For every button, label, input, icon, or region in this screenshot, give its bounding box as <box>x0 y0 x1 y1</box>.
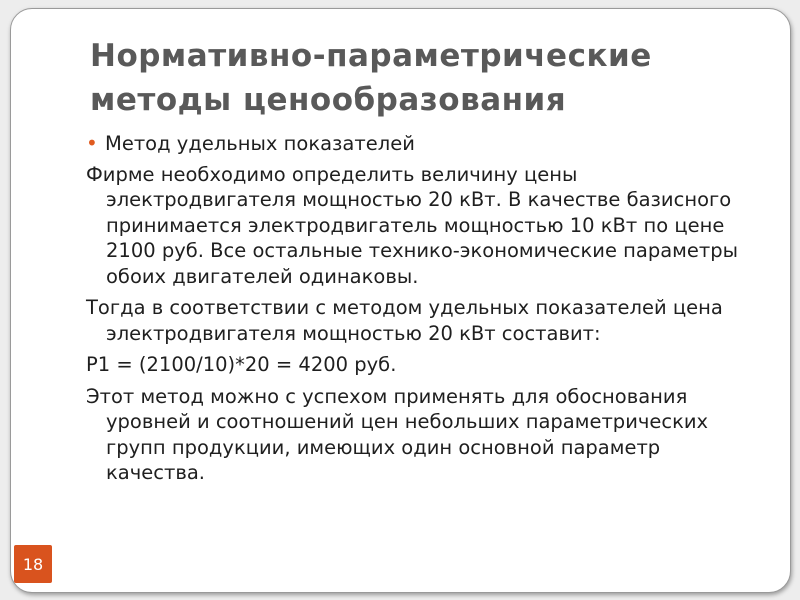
bullet-dot-icon: • <box>86 131 98 155</box>
page-number-badge <box>14 545 52 583</box>
paragraph-method: Тогда в соответствии с методом удельных показателей цена электродвигателя мощностью 20 кВт составит: <box>86 296 723 345</box>
paragraph-formula: Р1 = (2100/10)*20 = 4200 руб. <box>86 353 397 376</box>
slide-body <box>86 131 756 492</box>
paragraph-conclusion: Этот метод можно с успехом применять для обоснования уровней и соотношений цен небольших параметрических групп продукции, имеющих один основной параметр качества. <box>86 384 709 484</box>
bullet-text: Метод удельных показателей <box>105 132 415 155</box>
slide-title <box>90 34 770 122</box>
paragraph-task: Фирме необходимо определить величину цены электродвигателя мощностью 20 кВт. В качестве базисного принимается электродвигатель мощностью 10 кВт по цене 2100 руб. Все остальные технико-экономические параметры обоих двигателей одинаковы. <box>86 162 739 288</box>
slide-title-line-1: Нормативно-параметрические <box>90 38 652 74</box>
page-number: 18 <box>22 554 44 574</box>
slide-title-line-2: методы ценообразования <box>90 82 567 118</box>
bullet-item <box>86 131 756 157</box>
